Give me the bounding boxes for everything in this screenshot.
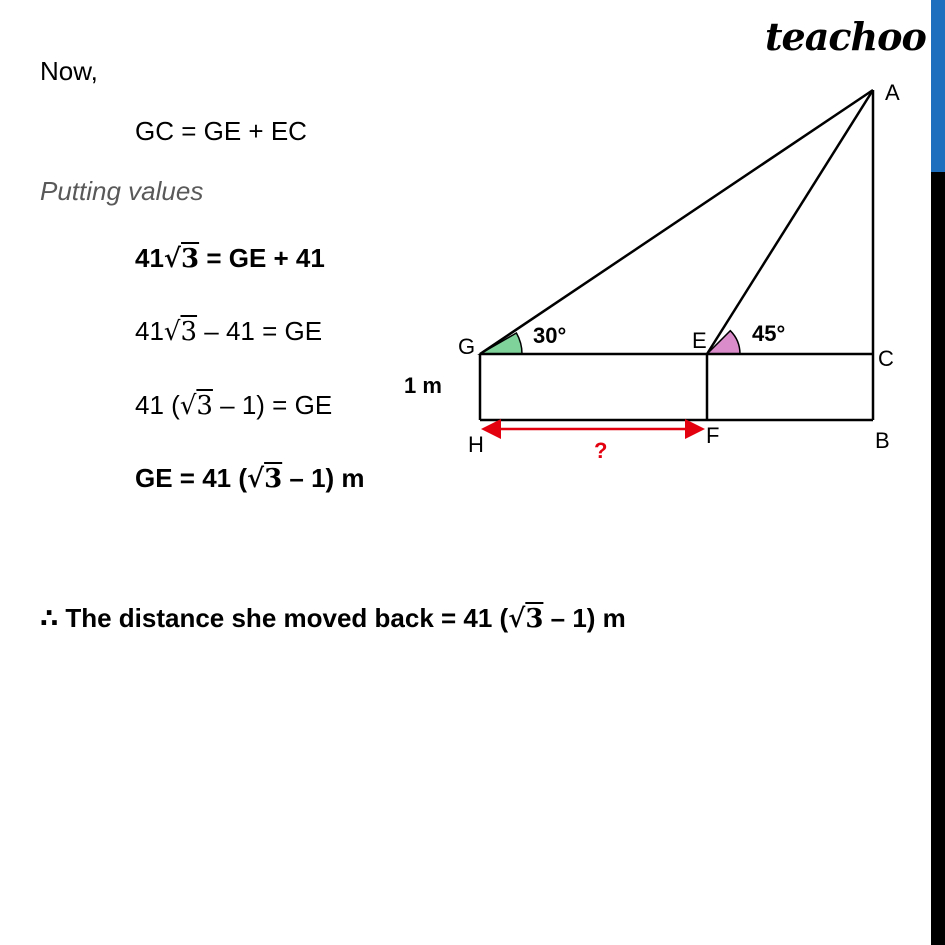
- eq3-radicand: 3: [180, 317, 198, 347]
- point-label-h: H: [468, 432, 484, 457]
- eq3-coef: 41: [135, 316, 164, 346]
- point-label-b: B: [875, 428, 890, 453]
- eq4-radicand: 3: [196, 391, 213, 421]
- eq2-coef: 41: [135, 243, 164, 273]
- eq5-radicand: 3: [264, 464, 283, 494]
- conclusion-rest: – 1) m: [543, 603, 626, 633]
- sqrt-symbol: √3: [163, 317, 198, 347]
- eq5-coef: GE = 41 (: [135, 463, 247, 493]
- line-ga: [480, 90, 873, 354]
- point-label-e: E: [692, 328, 707, 353]
- eq3-rest: – 41 = GE: [197, 316, 323, 346]
- point-label-a: A: [885, 80, 900, 105]
- eq4-coef: 41 (: [135, 390, 180, 420]
- line-ea: [707, 90, 873, 354]
- angle-label-45: 45°: [752, 321, 786, 346]
- eq2-radicand: 3: [181, 244, 200, 274]
- eq4-rest: – 1) = GE: [212, 390, 333, 420]
- brand-logo: teachoo: [765, 14, 926, 59]
- text-now: Now,: [40, 56, 98, 86]
- eq5-rest: – 1) m: [282, 463, 365, 493]
- sqrt-symbol: √3: [247, 464, 283, 494]
- point-label-f: F: [706, 423, 720, 448]
- angle-sector-e: [707, 331, 740, 354]
- equation-gc: GC = GE + EC: [135, 116, 307, 146]
- height-label: 1 m: [404, 373, 442, 398]
- point-label-c: C: [878, 346, 894, 371]
- point-label-g: G: [458, 334, 476, 359]
- sqrt-symbol: √3: [179, 391, 213, 421]
- eq2-rest: = GE + 41: [199, 243, 325, 273]
- conclusion-text: ∴ The distance she moved back = 41 (: [40, 603, 509, 633]
- angle-label-30: 30°: [533, 323, 567, 348]
- unknown-distance-label: ?: [594, 438, 608, 463]
- conclusion-radicand: 3: [525, 604, 544, 634]
- text-putting-values: Putting values: [40, 176, 204, 206]
- sqrt-symbol: √3: [163, 244, 200, 274]
- sqrt-symbol: √3: [508, 604, 544, 634]
